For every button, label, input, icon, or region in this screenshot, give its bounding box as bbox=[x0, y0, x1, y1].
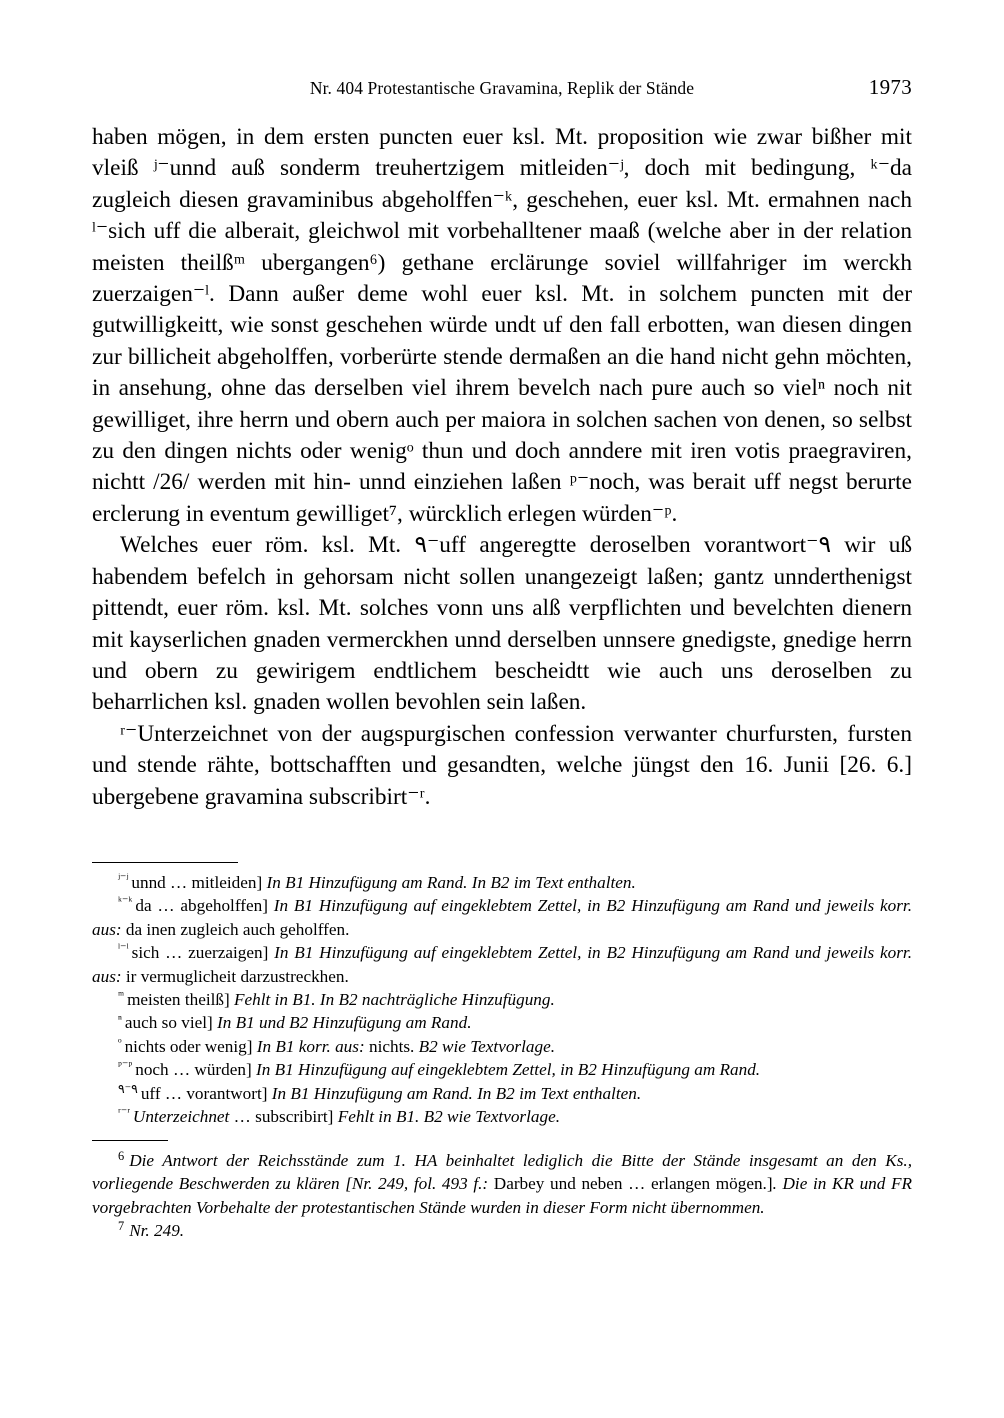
body-paragraph-2: Welches euer röm. ksl. Mt. ۹⁻uff angeregtte deroselben vorantwort⁻۹ wir uß habendem befelch in gehorsam nicht sollen unangezeigt laßen; gantz unnderthenigst pittendt, euer röm. ksl. Mt. solches vonn uns alß verpflichten und bevelchten dienern mit kayserlichen gnaden vermerckhen unnd derselben unnsere gnedigste, gnedige herrn und obern zu gewirigem endtlichem bescheidtt wie auch uns deroselben zu beharrlichen ksl. gnaden wollen bevohlen sein laßen. bbox=[92, 532, 912, 716]
page-number: 1973 bbox=[868, 75, 912, 99]
apparatus-note-m bbox=[92, 988, 912, 1011]
apparatus-comment-tail2: B2 wie Textvorlage. bbox=[418, 1036, 556, 1056]
apparatus-note-k bbox=[92, 894, 912, 941]
footnotes bbox=[92, 1149, 912, 1243]
apparatus-comment: In B1 und B2 Hinzufügung am Rand. bbox=[217, 1013, 472, 1033]
footnote-text-part2: Darbey und neben … erlangen mögen.] bbox=[493, 1174, 773, 1194]
footnote-text-part3: . Die in KR und FR vorgebrachten Vorbehalte der protestantischen Stände wurden in dieser Form nicht übernommen. bbox=[92, 1174, 912, 1217]
body-paragraph-3-text: ʳ⁻Unterzeichnet von der augspurgischen confession verwanter churfursten, fursten und stende rähte, bottschafften und gesandten, welche jüngst den 16. Junii [26. 6.] ubergebene gravamina subscribirt⁻ʳ. bbox=[92, 720, 912, 810]
apparatus-marker: ˡ⁻ˡ bbox=[118, 941, 129, 956]
apparatus-note-p bbox=[92, 1058, 912, 1081]
apparatus-lemma-italic: Unterzeichnet bbox=[132, 1107, 230, 1127]
apparatus-comment: Fehlt in B1. In B2 nachträgliche Hinzufügung. bbox=[233, 990, 555, 1010]
footnote-text-part1: Die Antwort der Reichsstände zum 1. HA beinhaltet lediglich die Bitte der Stände insgesamt an den Ks., vorliegende Beschwerden zu klären [Nr. 249, fol. 493 f.: bbox=[92, 1151, 912, 1194]
apparatus-lemma: unnd … mitleiden] bbox=[131, 873, 263, 892]
apparatus-marker: ʳ⁻ʳ bbox=[118, 1105, 130, 1120]
apparatus-comment: In B1 Hinzufügung auf eingeklebtem Zettel, in B2 Hinzufügung am Rand und jeweils korr. aus: bbox=[92, 943, 913, 986]
apparatus-note-o bbox=[92, 1035, 912, 1058]
footnote-number: 6 bbox=[118, 1149, 125, 1164]
apparatus-lemma: uff … vorantwort] bbox=[140, 1083, 268, 1103]
footnote-6 bbox=[92, 1149, 912, 1219]
apparatus-comment: In B1 korr. aus: bbox=[256, 1036, 365, 1056]
apparatus-comment: In B1 Hinzufügung am Rand. In B2 im Text enthalten. bbox=[266, 873, 636, 892]
apparatus-comment: In B1 Hinzufügung auf eingeklebtem Zettel, in B2 Hinzufügung am Rand. bbox=[256, 1060, 761, 1080]
body-text bbox=[92, 122, 912, 813]
apparatus-lemma: auch so viel] bbox=[124, 1013, 213, 1033]
apparatus-comment-tail: da inen zugleich auch geholffen. bbox=[125, 919, 350, 939]
apparatus-marker: ᵖ⁻ᵖ bbox=[118, 1058, 133, 1073]
critical-apparatus bbox=[92, 871, 912, 1128]
apparatus-lemma: meisten theilß] bbox=[127, 990, 230, 1010]
apparatus-marker: ⁿ bbox=[118, 1011, 122, 1026]
apparatus-marker: ᵒ bbox=[118, 1034, 122, 1049]
apparatus-marker: ᵐ bbox=[118, 988, 125, 1003]
apparatus-note-j bbox=[92, 871, 912, 894]
apparatus-marker: ۹⁻۹ bbox=[118, 1081, 138, 1096]
body-paragraph-1: haben mögen, in dem ersten puncten euer ksl. Mt. proposition wie zwar bißher mit vleiß ʲ⁻unnd auß sonderm treuhertzigem mitleiden⁻ʲ, doch mit bedingung, ᵏ⁻da zugleich diesen gravaminibus abgeholffen⁻ᵏ, geschehen, euer ksl. Mt. ermahnen nach ˡ⁻sich uff die alberait, gleichwol mit vorbehalltener maaß (welche aber in der relation meisten theilßᵐ ubergangen⁶) gethane erclärunge soviel willfahriger im werckh zuerzaigen⁻ˡ. Dann außer deme wohl euer ksl. Mt. in solchem puncten mit der gutwilligkeitt, wie sonst geschehen würde undt uf den fall erbotten, wan diesen dingen zur billicheit abgeholffen, vorberürte stende dermaßen an die hand nicht gehn möchten, in ansehung, ohne das derselben viel ihrem bevelch nach pure auch so vielⁿ noch nit gewilliget, ihre herrn und obern auch per maiora in solchen sachen von denen, so selbst zu den dingen nichts oder wenigᵒ thun und doch anndere mit iren votis praegraviren, nichtt /26/ werden mit hin- unnd einziehen laßen ᵖ⁻noch, was berait uff negst berurte erclerung in eventum gewilliget⁷, würcklich erlegen würden⁻ᵖ. bbox=[92, 124, 912, 527]
apparatus-comment: In B1 Hinzufügung auf eingeklebtem Zettel, in B2 Hinzufügung am Rand und jeweils korr. aus: bbox=[92, 896, 913, 939]
apparatus-comment-tail: ir vermuglicheit darzustreckhen. bbox=[125, 966, 349, 986]
apparatus-separator-rule bbox=[92, 862, 238, 863]
apparatus-comment-tail: nichts. bbox=[368, 1036, 415, 1056]
footnote-separator-rule bbox=[92, 1140, 168, 1141]
apparatus-note-l bbox=[92, 941, 912, 988]
apparatus-marker: ᵏ⁻ᵏ bbox=[118, 894, 133, 909]
footnote-number: 7 bbox=[118, 1219, 125, 1234]
footnote-text-part1: Nr. 249. bbox=[129, 1221, 185, 1241]
apparatus-marker: ʲ⁻ʲ bbox=[118, 871, 129, 886]
footnote-7 bbox=[92, 1219, 912, 1242]
running-head-title: Nr. 404 Protestantische Gravamina, Replik der Stände bbox=[309, 78, 695, 98]
running-head bbox=[92, 75, 912, 104]
apparatus-comment: Fehlt in B1. B2 wie Textvorlage. bbox=[337, 1107, 561, 1127]
apparatus-lemma: sich … zuerzaigen] bbox=[131, 943, 269, 963]
apparatus-lemma: da … abgeholffen] bbox=[135, 896, 268, 916]
apparatus-note-r bbox=[92, 1105, 912, 1128]
apparatus-note-n bbox=[92, 1011, 912, 1034]
apparatus-lemma: nichts oder wenig] bbox=[124, 1036, 253, 1056]
body-paragraph-3 bbox=[92, 719, 912, 813]
apparatus-lemma: noch … würden] bbox=[135, 1060, 252, 1080]
apparatus-note-q bbox=[92, 1082, 912, 1105]
apparatus-comment: In B1 Hinzufügung am Rand. In B2 im Text enthalten. bbox=[271, 1083, 642, 1103]
apparatus-lemma: … subscribirt] bbox=[233, 1107, 334, 1127]
